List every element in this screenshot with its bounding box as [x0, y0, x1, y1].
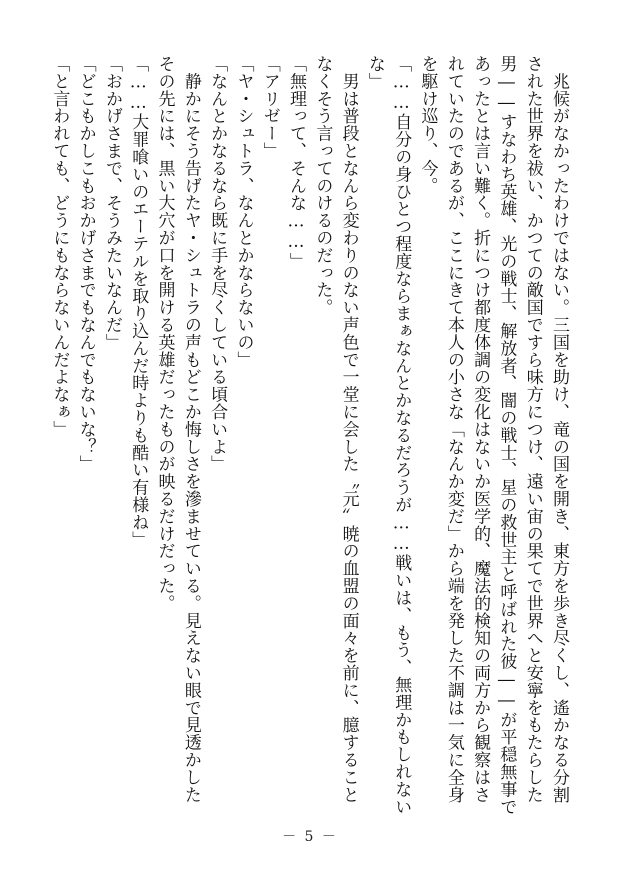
text-line: 「なんとかなるなら既に手を尽くしている頃合いよ」	[207, 55, 228, 473]
text-line: された世界を祓い、かつての敵国ですら味方につけ、遠い宙の果てで世界へと安寧をもたらした	[522, 55, 543, 804]
text-line: れていたのであるが、ここにきて本人の小さな「なんか変だ」から端を発した不調は一気に全身	[443, 55, 464, 804]
text-line: な」	[364, 55, 385, 90]
page-number: － 5 －	[282, 829, 338, 845]
text-line: その先には、黒い大穴が口を開ける英雄だったものが映るだけだった。	[154, 55, 175, 612]
text-line: 「アリゼー」	[259, 55, 280, 160]
text-line: 「無理って、そんな……」	[286, 55, 307, 270]
text-line: 静かにそう告げたヤ・シュトラの声もどこか悔しさを滲ませている。見えない眼で見透かした	[180, 55, 201, 804]
text-line: を駆け巡り、今。	[417, 55, 438, 195]
text-line: 「おかげさまで、そうみたいなんだ」	[101, 55, 122, 351]
text-line: 「ヤ・シュトラ、なんとかならないの」	[233, 55, 254, 369]
text-line: なくそう言ってのけるのだった。	[312, 55, 333, 316]
text-line: 男――すなわち英雄、光の戦士、解放者、闇の戦士、星の救世主と呼ばれた彼――が平穏無事で	[496, 55, 517, 816]
text-line: 「……大罪喰いのエーテルを取り込んだ時よりも酷い有様ね」	[128, 55, 149, 549]
text-line: 男は普段となんら変わりのない声色で一堂に会した〝元〟暁の血盟の面々を前に、臆すること	[338, 55, 359, 804]
text-line: 兆候がなかったわけではない。三国を助け、竜の国を開き、東方を歩き尽くし、遙かなる分割	[549, 55, 569, 804]
text-line: 「……自分の身ひとつ程度ならまぁなんとかなるだろうが……戦いは、もう、無理かもしれない	[391, 55, 412, 816]
text-line: 「どこもかしこもおかげさまでもなんでもないな？」	[75, 55, 96, 473]
vertical-body-text	[32, 55, 572, 820]
text-line: あったとは言い難く。折につけ都度体調の変化はないか医学的、魔法的検知の両方から観察はさ	[470, 55, 491, 804]
text-line: 「と言われても、どうにもならないんだよなぁ」	[49, 55, 70, 438]
